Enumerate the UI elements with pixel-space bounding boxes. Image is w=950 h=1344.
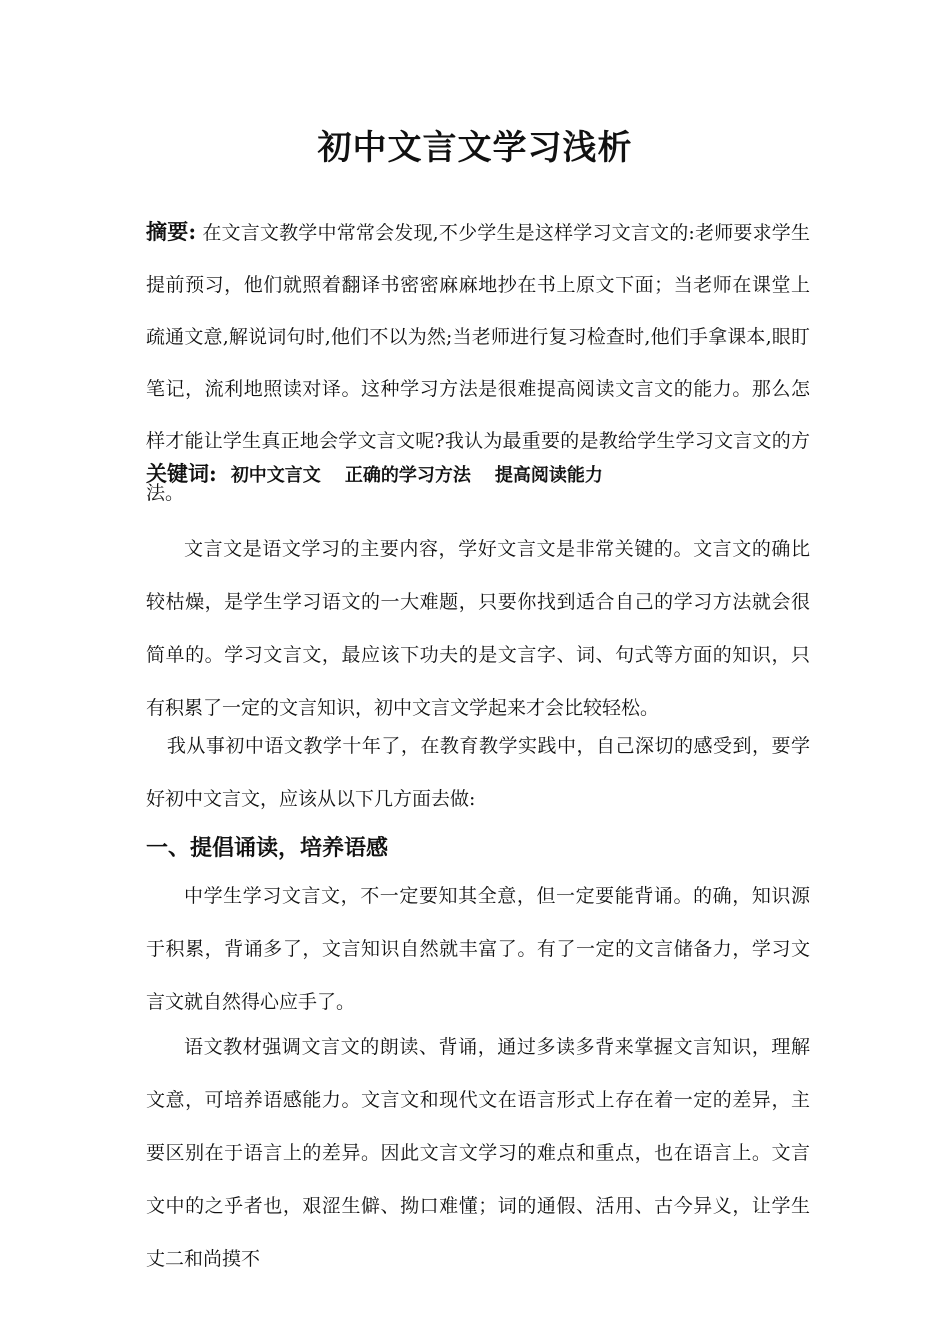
keyword-item: 初中文言文 <box>230 465 321 486</box>
body-paragraph: 我从事初中语文教学十年了，在教育教学实践中，自己深切的感受到，要学好初中文言文，应该从以下几方面去做: <box>146 735 810 810</box>
keyword-item: 提高阅读能力 <box>494 465 603 486</box>
section-heading: 一、提倡诵读，培养语感 <box>146 835 389 861</box>
abstract-label: 摘要: <box>146 219 197 244</box>
keyword-item: 正确的学习方法 <box>344 465 471 486</box>
keywords-label: 关键词: <box>146 461 217 486</box>
section-paragraph: 中学生学习文言文，不一定要知其全意，但一定要能背诵。的确，知识源于积累，背诵多了，文言知识自然就丰富了。有了一定的文言储备力，学习文言文就自然得心应手了。 <box>146 885 810 1013</box>
keywords-section <box>146 450 810 500</box>
body-paragraph: 文言文是语文学习的主要内容，学好文言文是非常关键的。文言文的确比较枯燥，是学生学习语文的一大难题，只要你找到适合自己的学习方法就会很简单的。学习文言文，最应该下功夫的是文言字、词、句式等方面的知识，只有积累了一定的文言知识，初中文言文学起来才会比较轻松。 <box>146 538 810 719</box>
abstract-text: 在文言文教学中常常会发现,不少学生是这样学习文言文的:老师要求学生提前预习，他们就照着翻译书密密麻麻地抄在书上原文下面；当老师在课堂上疏通文意,解说词句时,他们不以为然;当老师进行复习检查时,他们手拿课本,眼盯笔记，流利地照读对译。这种学习方法是很难提高阅读文言文的能力。那么怎样才能让学生真正地会学文言文呢?我认为最重要的是教给学生学习文言文的方法。 <box>146 222 810 504</box>
section-paragraph: 语文教材强调文言文的朗读、背诵，通过多读多背来掌握文言知识，理解文意，可培养语感能力。文言文和现代文在语言形式上存在着一定的差异，主要区别在于语言上的差异。因此文言文学习的难点和重点，也在语言上。文言文中的之乎者也，艰涩生僻、拗口难懂；词的通假、活用、古今异义，让学生丈二和尚摸不 <box>146 1036 810 1270</box>
document-title: 初中文言文学习浅析 <box>317 128 633 168</box>
